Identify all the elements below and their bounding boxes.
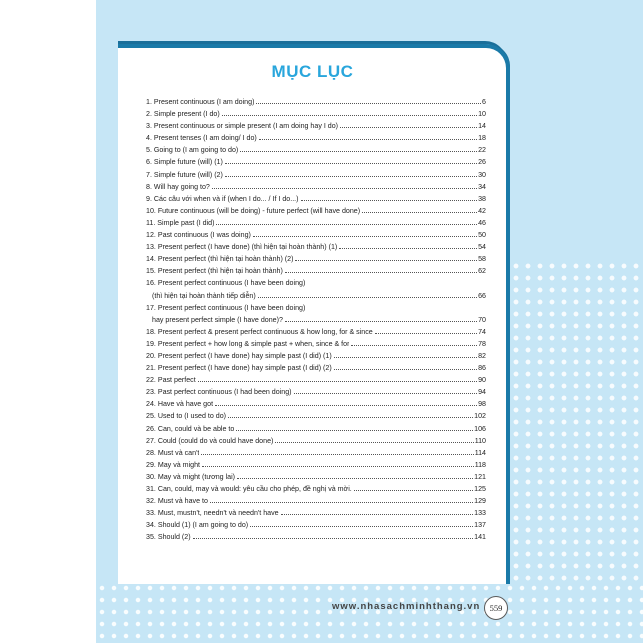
toc-entry-label: 35. Should (2) (146, 533, 191, 542)
toc-entry[interactable] (146, 338, 486, 350)
toc-entry[interactable] (146, 205, 486, 217)
toc-page-number: 46 (478, 218, 486, 227)
toc-entry[interactable] (146, 350, 486, 362)
toc-entry-label: 32. Must và have to (146, 497, 208, 506)
toc-entry-label: 30. May và might (tương lai) (146, 472, 236, 481)
toc-entry[interactable] (146, 495, 486, 507)
toc-dot-leader (294, 393, 478, 394)
toc-entry[interactable] (146, 193, 486, 205)
toc-page-number: 90 (478, 376, 486, 385)
toc-page-number: 74 (478, 327, 486, 336)
toc-dot-leader (351, 345, 477, 346)
toc-page-number: 22 (478, 146, 486, 155)
toc-page-number: 129 (474, 497, 486, 506)
toc-entry-continuation: hay present perfect simple (I have done)? (152, 315, 283, 324)
toc-entry-label: 9. Các câu với when và if (when I do... / If I do...) (146, 194, 299, 203)
toc-dot-leader (334, 369, 477, 370)
toc-entry-label: 21. Present perfect (I have done) hay simple past (I did) (2) (146, 364, 332, 373)
page-title: MỤC LỤC (271, 62, 354, 81)
toc-entry-label: 29. May và might (146, 460, 201, 469)
toc-dot-leader (354, 490, 473, 491)
toc-entry[interactable] (146, 253, 486, 265)
toc-page-number: 62 (478, 267, 486, 276)
toc-dot-leader (198, 381, 477, 382)
toc-page-number: 110 (474, 436, 486, 445)
toc-page-number: 54 (478, 243, 486, 252)
toc-entry[interactable] (146, 531, 486, 543)
toc-entry-label: 7. Simple future (will) (2) (146, 170, 223, 179)
toc-entry[interactable] (146, 398, 486, 410)
toc-dot-leader (334, 357, 477, 358)
toc-entry[interactable] (146, 471, 486, 483)
toc-entry[interactable] (146, 410, 486, 422)
toc-entry-continuation: (thì hiện tại hoàn thành tiếp diễn) (152, 291, 256, 300)
toc-page-number: 14 (478, 122, 486, 131)
toc-page-number: 125 (474, 485, 486, 493)
toc-entry[interactable] (146, 277, 486, 301)
toc-dot-leader (275, 442, 473, 443)
toc-entry[interactable] (146, 447, 486, 459)
toc-entry-label: 25. Used to (I used to do) (146, 412, 227, 421)
toc-page-number: 66 (478, 291, 486, 300)
toc-page-number: 58 (478, 255, 486, 264)
toc-dot-leader (222, 115, 477, 116)
toc-page-number: 121 (474, 472, 486, 481)
toc-dot-leader (375, 333, 477, 334)
toc-dot-leader (228, 417, 473, 418)
toc-page-number: 94 (478, 388, 486, 397)
toc-page-number: 10 (478, 110, 486, 119)
bottom-dot-band (96, 582, 643, 643)
toc-dot-leader (339, 248, 477, 249)
toc-page-number: 78 (478, 339, 486, 348)
toc-dot-leader (215, 405, 477, 406)
toc-dot-leader (253, 236, 477, 237)
toc-entry-label: 31. Can, could, may và would: yêu cầu cho phép, đề nghị và mời. (146, 485, 352, 493)
toc-entry-label: 20. Present perfect (I have done) hay simple past (I did) (1) (146, 351, 332, 360)
toc-entry[interactable] (146, 265, 486, 277)
toc-page-number: 18 (478, 134, 486, 143)
toc-entry-label: 22. Past perfect (146, 376, 196, 385)
toc-entry[interactable] (146, 519, 486, 531)
toc-entry-label: 6. Simple future (will) (1) (146, 158, 223, 167)
toc-page-number: 102 (474, 412, 486, 421)
toc-entry[interactable] (146, 120, 486, 132)
toc-dot-leader (256, 103, 481, 104)
toc-entry-label: 8. Will hay going to? (146, 182, 210, 191)
toc-dot-leader (258, 297, 477, 298)
toc-page-number: 70 (478, 315, 486, 324)
toc-entry[interactable] (146, 156, 486, 168)
toc-entry[interactable] (146, 181, 486, 193)
toc-entry[interactable] (146, 483, 486, 495)
toc-entry[interactable] (146, 302, 486, 326)
toc-dot-leader (281, 514, 474, 515)
toc-entry-label: 19. Present perfect + how long & simple past + when, since & for (146, 339, 350, 348)
toc-entry-label: 26. Can, could và be able to (146, 424, 235, 433)
toc-entry[interactable] (146, 132, 486, 144)
table-of-contents (146, 96, 486, 543)
toc-entry[interactable] (146, 507, 486, 519)
toc-dot-leader (193, 538, 474, 539)
toc-dot-leader (225, 176, 477, 177)
toc-page-number: 106 (474, 424, 486, 433)
toc-entry-label: 4. Present tenses (I am doing/ I do) (146, 134, 257, 143)
toc-entry-label: 5. Going to (I am going to do) (146, 146, 239, 155)
toc-entry[interactable] (146, 241, 486, 253)
toc-dot-leader (301, 200, 478, 201)
toc-page-number: 86 (478, 364, 486, 373)
toc-dot-leader (237, 478, 473, 479)
toc-entry[interactable] (146, 229, 486, 241)
toc-dot-leader (295, 260, 477, 261)
toc-entry-label: 15. Present perfect (thì hiện tại hoàn thành) (146, 267, 283, 276)
toc-entry[interactable] (146, 435, 486, 447)
toc-dot-leader (250, 526, 473, 527)
toc-entry-label: 1. Present continuous (I am doing) (146, 98, 255, 106)
toc-page-number: 42 (478, 206, 486, 215)
toc-page-number: 141 (474, 533, 486, 542)
toc-page-number: 6 (482, 98, 486, 106)
toc-entry-label: 13. Present perfect (I have done) (thì hiện tại hoàn thành) (1) (146, 243, 338, 252)
toc-entry[interactable] (146, 108, 486, 120)
footer-website: www.nhasachminhthang.vn (332, 601, 481, 612)
toc-entry[interactable] (146, 423, 486, 435)
toc-page-number: 26 (478, 158, 486, 167)
toc-dot-leader (212, 188, 477, 189)
toc-dot-leader (259, 139, 477, 140)
toc-page-number: 50 (478, 231, 486, 240)
toc-entry[interactable] (146, 96, 486, 108)
toc-entry-label: 27. Could (could do và could have done) (146, 436, 274, 445)
toc-page-number: 38 (478, 194, 486, 203)
toc-page-number: 98 (478, 400, 486, 409)
toc-entry-label: 16. Present perfect continuous (I have been doing) (146, 279, 306, 288)
toc-entry-label: 23. Past perfect continuous (I had been doing) (146, 388, 292, 397)
toc-entry-label: 24. Have và have got (146, 400, 214, 409)
toc-entry[interactable] (146, 169, 486, 181)
toc-entry-label: 28. Must và can't (146, 448, 200, 457)
toc-dot-leader (225, 163, 477, 164)
toc-page-number: 82 (478, 351, 486, 360)
toc-dot-leader (240, 151, 477, 152)
page-number-badge: 559 (484, 596, 508, 620)
toc-entry[interactable] (146, 326, 486, 338)
toc-entry[interactable] (146, 217, 486, 229)
toc-entry-label: 18. Present perfect & present perfect continuous & how long, for & since (146, 327, 373, 336)
toc-entry-label: 2. Simple present (I do) (146, 110, 220, 119)
toc-entry[interactable] (146, 386, 486, 398)
toc-dot-leader (340, 127, 477, 128)
toc-entry-label: 12. Past continuous (I was doing) (146, 231, 251, 240)
toc-entry-label: 11. Simple past (I did) (146, 218, 215, 227)
toc-page-number: 137 (474, 521, 486, 530)
toc-entry-label: 3. Present continuous or simple present (I am doing hay I do) (146, 122, 339, 131)
toc-entry-label: 33. Must, mustn't, needn't và needn't have (146, 509, 279, 518)
toc-entry-label: 17. Present perfect continuous (I have been doing) (146, 303, 306, 312)
toc-entry-label: 34. Should (1) (I am going to do) (146, 521, 249, 530)
toc-dot-leader (216, 224, 477, 225)
toc-entry[interactable] (146, 362, 486, 374)
toc-page-number: 133 (474, 509, 486, 518)
toc-dot-leader (202, 466, 474, 467)
toc-page-number: 30 (478, 170, 486, 179)
toc-entry[interactable] (146, 459, 486, 471)
toc-dot-leader (201, 454, 473, 455)
toc-entry[interactable] (146, 374, 486, 386)
toc-entry-label: 14. Present perfect (thì hiện tại hoàn thành) (2) (146, 255, 294, 264)
toc-entry-label: 10. Future continuous (will be doing) - future perfect (will have done) (146, 206, 361, 215)
toc-dot-leader (210, 502, 473, 503)
toc-page-number: 118 (474, 460, 486, 469)
toc-dot-leader (285, 321, 477, 322)
toc-dot-leader (285, 272, 477, 273)
toc-dot-leader (362, 212, 477, 213)
toc-dot-leader (236, 430, 473, 431)
toc-page-number: 34 (478, 182, 486, 191)
toc-entry[interactable] (146, 144, 486, 156)
toc-page-number: 114 (474, 448, 486, 457)
